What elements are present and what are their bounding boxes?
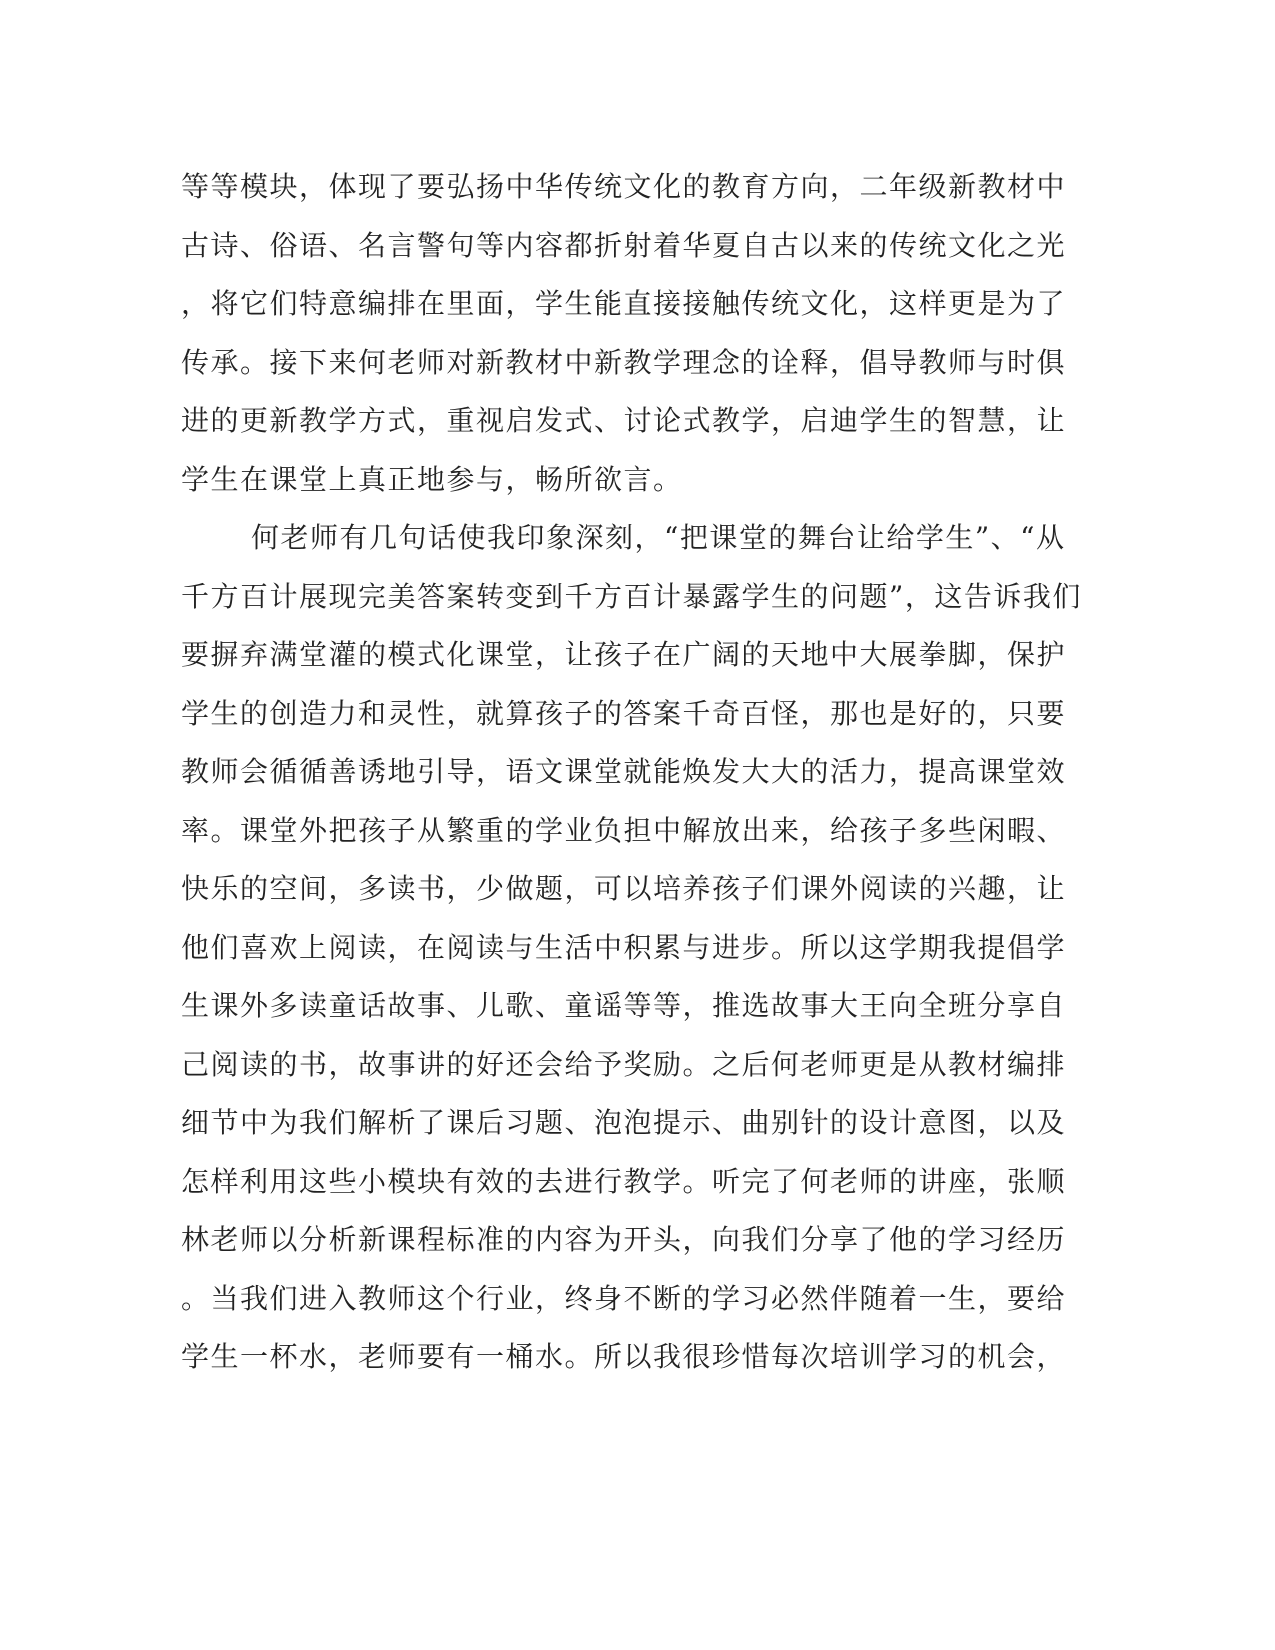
text-line: 己阅读的书，故事讲的好还会给予奖励。之后何老师更是从教材编排 (181, 1047, 1067, 1081)
text-line: 怎样利用这些小模块有效的去进行教学。听完了何老师的讲座，张顺 (181, 1164, 1067, 1198)
text-line: ，将它们特意编排在里面，学生能直接接触传统文化，这样更是为了 (181, 287, 1067, 320)
text-line: 。当我们进入教师这个行业，终身不断的学习必然伴随着一生，要给 (181, 1281, 1067, 1315)
text-line: 学生在课堂上真正地参与，畅所欲言。 (181, 462, 683, 496)
text-line: 何老师有几句话使我印象深刻，“把课堂的舞台让给学生”、“从 (251, 521, 1066, 554)
text-line: 传承。接下来何老师对新教材中新教学理念的诠释，倡导教师与时俱 (181, 345, 1067, 379)
text-line: 千方百计展现完美答案转变到千方百计暴露学生的问题”，这告诉我们 (181, 579, 1082, 613)
text-line: 学生的创造力和灵性，就算孩子的答案千奇百怪，那也是好的，只要 (181, 696, 1067, 730)
text-line: 快乐的空间，多读书，少做题，可以培养孩子们课外阅读的兴趣，让 (181, 872, 1067, 905)
text-line: 等等模块，体现了要弘扬中华传统文化的教育方向，二年级新教材中 (181, 170, 1067, 203)
text-line: 生课外多读童话故事、儿歌、童谣等等，推选故事大王向全班分享自 (181, 989, 1067, 1022)
paragraph-2 (181, 509, 1082, 1387)
text-line: 他们喜欢上阅读，在阅读与生活中积累与进步。所以这学期我提倡学 (181, 930, 1067, 964)
text-line: 教师会循循善诱地引导，语文课堂就能焕发大大的活力，提高课堂效 (181, 755, 1067, 788)
body-text (181, 158, 1082, 1387)
text-line: 细节中为我们解析了课后习题、泡泡提示、曲别针的设计意图，以及 (181, 1106, 1067, 1139)
text-line: 学生一杯水，老师要有一桶水。所以我很珍惜每次培训学习的机会， (181, 1340, 1067, 1373)
text-line: 古诗、俗语、名言警句等内容都折射着华夏自古以来的传统文化之光 (181, 228, 1067, 262)
text-line: 要摒弃满堂灌的模式化课堂，让孩子在广阔的天地中大展拳脚，保护 (181, 638, 1067, 671)
paragraph-1 (181, 158, 1067, 509)
text-line: 进的更新教学方式，重视启发式、讨论式教学，启迪学生的智慧，让 (181, 404, 1067, 437)
text-line: 率。课堂外把孩子从繁重的学业负担中解放出来，给孩子多些闲暇、 (181, 813, 1067, 847)
text-line: 林老师以分析新课程标准的内容为开头，向我们分享了他的学习经历 (181, 1223, 1067, 1256)
